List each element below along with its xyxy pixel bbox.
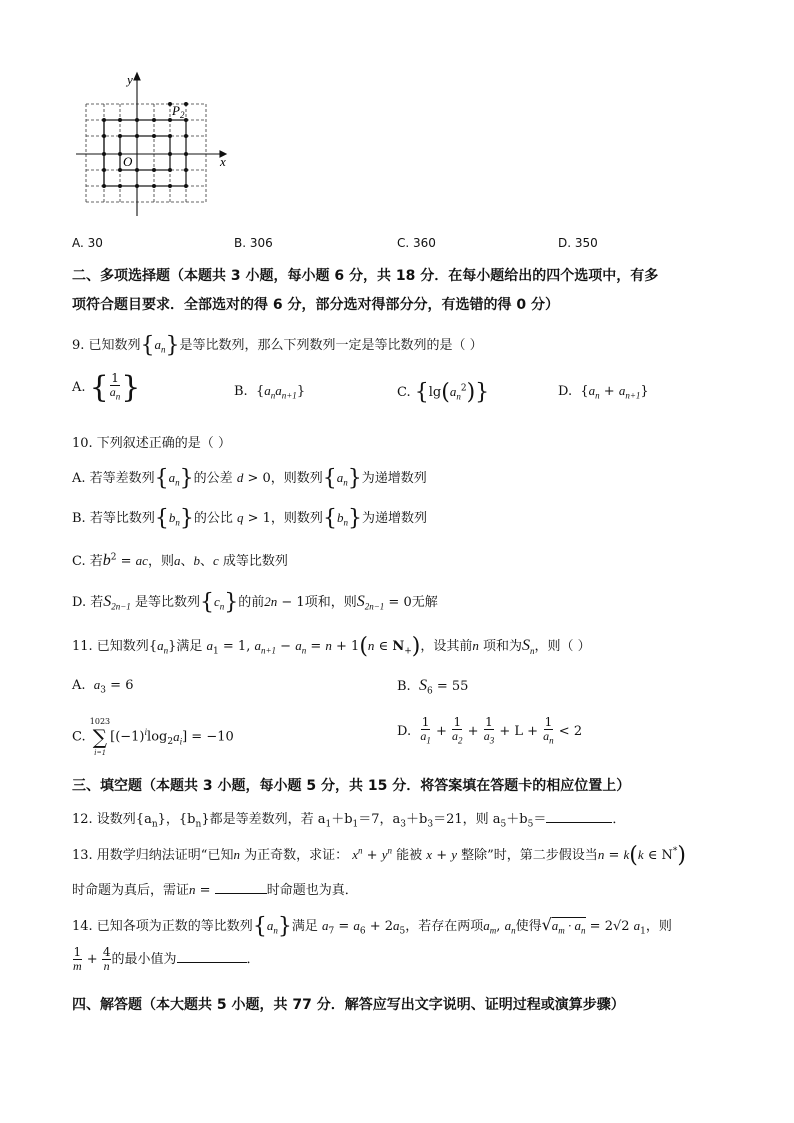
q14-answer-blank[interactable]: [177, 950, 247, 963]
y-axis-label: y: [127, 72, 133, 87]
q13-line2: 时命题为真后，需证n = 时命题也为真．: [72, 882, 358, 898]
q11-option-b[interactable]: B. $S_6 = 55$: [397, 677, 469, 697]
q9-stem: 9. 已知数列$\{a_n\}$是等比数列，那么下列数列一定是等比数列的是（ ）: [72, 333, 483, 358]
q8-option-c[interactable]: C. 360: [397, 236, 436, 250]
solid-paths: [104, 120, 186, 186]
section4-heading: 四、解答题（本大题共 5 小题，共 77 分．解答应写出文字说明、证明过程或演算步骤）: [72, 997, 625, 1013]
q12-text: 12. 设数列$\{a_n\}$，$\{b_n\}$都是等差数列，若 $a_1+b_1=7$，$a_3+b_3=21$，则 $a_5+b_5=$ ．: [72, 812, 626, 830]
lattice-figure: [70, 70, 240, 220]
q11-option-a[interactable]: A. $a_3 = 6$: [72, 677, 134, 696]
q8-option-b[interactable]: B. 306: [234, 236, 273, 250]
q10-stem: 10. 下列叙述正确的是（ ）: [72, 436, 231, 451]
q10-option-c[interactable]: C. 若$b^2$ = ac，则a、b、c 成等比数列: [72, 552, 288, 569]
axes: [76, 73, 226, 216]
q9-option-d[interactable]: D. $\{a_n + a_{n+1}\}$: [558, 383, 649, 401]
origin-label: O: [123, 154, 133, 169]
q9-option-c[interactable]: C. $\{\lg(a_n^2)\}$: [397, 380, 490, 405]
q10-option-d[interactable]: D. 若$S_{2n-1}$ 是等比数列$\{c_n\}$的前2n − 1项和，则$S_{2n-1} = 0$无解: [72, 590, 438, 615]
q12-answer-blank[interactable]: [546, 810, 612, 823]
x-axis-label: x: [220, 154, 226, 169]
q13-answer-blank[interactable]: [215, 881, 267, 894]
q10-option-b[interactable]: B. 若等比数列$\{b_n\}$的公比 q > 1，则数列$\{b_n\}$为递增数列: [72, 506, 427, 531]
q9-option-a[interactable]: A. { $\frac{1}{a_n}$ }: [72, 370, 141, 405]
section2-heading-line2: 项符合题目要求．全部选对的得 6 分，部分选对得部分分，有选错的得 0 分）: [72, 297, 559, 313]
q8-option-d[interactable]: D. 350: [558, 236, 598, 250]
q13-line1: 13. 用数学归纳法证明“已知n 为正奇数，求证： $x^n + y^n$ 能被 x + y 整除”时，第二步假设当n = k(k ∈ N*): [72, 843, 686, 868]
q8-option-a[interactable]: A. 30: [72, 236, 103, 250]
section3-heading: 三、填空题（本题共 3 小题，每小题 5 分，共 15 分．将答案填在答题卡的相应位置上）: [72, 778, 631, 794]
q11-stem: 11. 已知数列$\{a_n\}$满足 $a_1 = 1$, $a_{n+1} - a_n = n + 1(n$ ∈ $N_+$)，设其前n 项和为$S_n$，则（ ）: [72, 634, 591, 659]
q11-option-d[interactable]: D. $\frac{1}{a_1}$ + $\frac{1}{a_2}$ + $\frac{1}{a_3}$ + L + $\frac{1}{a_n}$ < 2: [397, 715, 583, 746]
q10-option-a[interactable]: A. 若等差数列$\{a_n\}$的公差 d > 0，则数列$\{a_n\}$为递增数列: [72, 466, 427, 491]
section2-heading-line1: 二、多项选择题（本题共 3 小题，每小题 6 分，共 18 分．在每小题给出的四个选项中，有多: [72, 268, 659, 284]
q14-line2: $\frac{1}{m}$ + $\frac{4}{n}$ 的最小值为 ．: [73, 945, 260, 973]
q9-option-b[interactable]: B. $\{a_na_{n+1}\}$: [234, 383, 306, 401]
q14-line1: 14. 已知各项为正数的等比数列$\{a_n\}$满足 $a_7 = a_6 + 2a_5$，若存在两项$a_m$, $a_n$使得$√a_m \cdot a_n = 2√2$ $a_1$，则: [72, 914, 672, 939]
q11-option-c[interactable]: C. 1023 ∑ i=1 $[(-1)^i\log_2a_i] = -10$: [72, 717, 234, 757]
point-p2-label: $P_2$: [172, 103, 185, 120]
